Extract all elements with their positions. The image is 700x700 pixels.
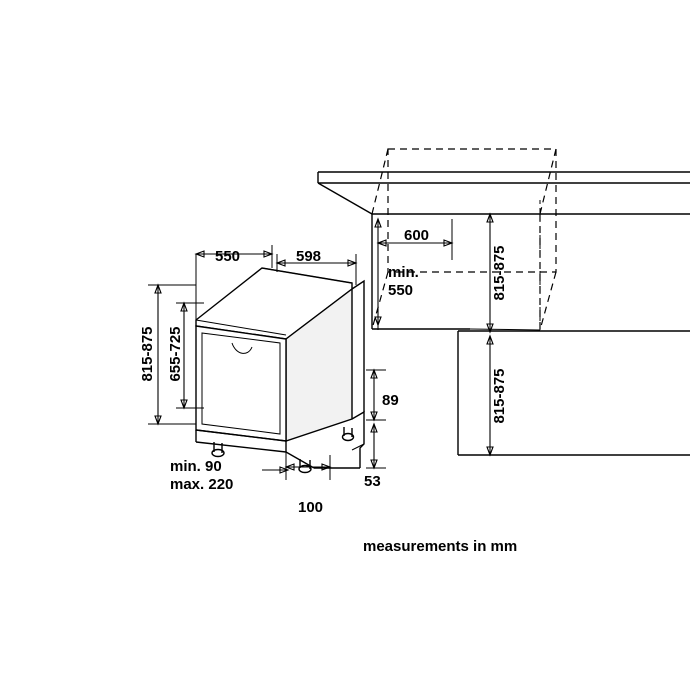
cabinet-side-right-edge (352, 281, 364, 412)
appliance-front-door (196, 326, 286, 441)
dim-53-label: 53 (364, 473, 381, 490)
plinth-right-profile (352, 412, 364, 468)
niche-rear-dashed (388, 149, 556, 272)
niche-dashed-connector-b (540, 149, 556, 214)
niche-bottom-edge-right (470, 329, 540, 330)
dim-100-depth (286, 452, 330, 516)
dim-min550-label-line1: min. (388, 264, 419, 281)
dim-655-label: 655-725 (167, 326, 184, 382)
dim-815-875-right-upper (487, 214, 508, 332)
dim-89-plinth (366, 370, 399, 420)
worktop-left-recede (318, 183, 372, 214)
footer-note: measurements in mm (363, 538, 518, 555)
dim-100-label: 100 (298, 499, 324, 516)
dim-815left-label: 815-875 (139, 326, 156, 382)
dim-min90-max220 (170, 458, 288, 493)
dim-max220-label: max. 220 (170, 476, 234, 493)
dim-min90-label: min. 90 (170, 458, 222, 475)
dim-600-label: 600 (404, 227, 430, 244)
dim-598-label: 598 (296, 248, 322, 265)
plinth-bevel (352, 444, 364, 450)
dim-815u-label: 815-875 (491, 245, 508, 301)
niche-dashed-connector-d (540, 272, 556, 330)
niche-dashed-connector-a (372, 149, 388, 214)
dishwasher-body (196, 268, 364, 473)
dim-815l-label: 815-875 (491, 368, 508, 424)
cabinet-top-bevel (352, 281, 364, 289)
foot-rear-right (344, 427, 352, 437)
dim-89-label: 89 (382, 392, 399, 409)
dim-815-875-right-lower (487, 336, 508, 455)
dim-min550-label-line2: 550 (388, 282, 414, 299)
dim-550-label: 550 (215, 248, 241, 265)
appliance-plinth-line (196, 442, 286, 452)
dim-53-plinth (364, 424, 386, 490)
